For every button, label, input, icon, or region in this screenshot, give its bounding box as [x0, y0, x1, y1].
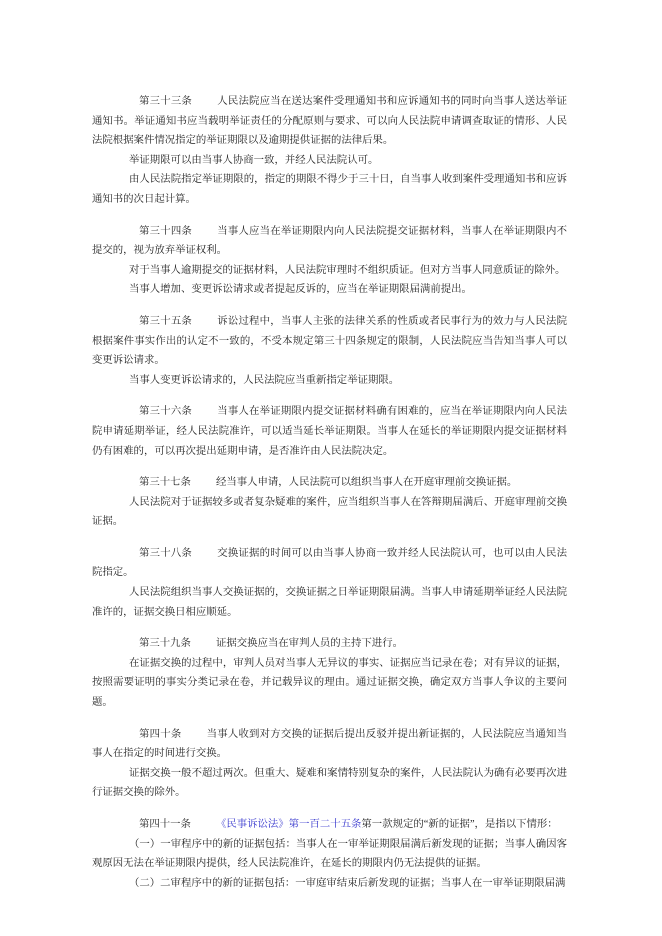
article-opening-text: 第一款规定的“新的证据”，是指以下情形：: [361, 819, 558, 830]
article-block: [92, 815, 567, 893]
article-paragraph: （一）一审程序中的新的证据包括：当事人在一审举证期限届满后新发现的证据；当事人确因客观原因无法在举证期限内提供，经人民法院准许，在延长的期限内仍无法提供的证据。: [92, 838, 567, 870]
document-body: [92, 92, 567, 893]
article-block: [92, 634, 567, 712]
article-block: [92, 92, 567, 210]
article-number: 第三十六条: [139, 406, 193, 418]
article-block: [92, 725, 567, 803]
article-number: 第四十一条: [139, 819, 191, 830]
article-paragraph: 由人民法院指定举证期限的，指定的期限不得少于三十日，自当事人收到案件受理通知书和应诉通知书的次日起计算。: [92, 174, 567, 205]
article-paragraph: （二）二审程序中的新的证据包括：一审庭审结束后新发现的证据；当事人在一审举证期限届满: [129, 877, 566, 889]
article-heading-paragraph: [92, 222, 567, 261]
article-heading-paragraph: [92, 473, 567, 493]
article-heading-paragraph: [92, 312, 567, 371]
article-paragraph: 人民法院组织当事人交换证据的，交换证据之日举证期限届满。当事人申请延期举证经人民法院准许的，证据交换日相应顺延。: [92, 587, 567, 618]
article-number: 第四十条: [139, 728, 182, 740]
article-heading-paragraph: [92, 725, 567, 764]
article-block: [92, 473, 567, 532]
article-block: [92, 402, 567, 461]
article-paragraph: 当事人增加、变更诉讼请求或者提起反诉的，应当在举证期限届满前提出。: [129, 284, 472, 296]
article-opening-text: 人民法院应当在送达案件受理通知书和应诉通知书的同时向当事人送达举证通知书。举证通知书应当载明举证责任的分配原则与要求、可以向人民法院申请调查取证的情形、人民法院根据案件情况指定的举证期限以及逾期提供证据的法律后果。: [92, 96, 568, 147]
article-block: [92, 222, 567, 300]
article-paragraph: 人民法院对于证据较多或者复杂疑难的案件，应当组织当事人在答辩期届满后、开庭审理前交换证据。: [92, 496, 567, 528]
article-paragraph: 当事人变更诉讼请求的，人民法院应当重新指定举证期限。: [129, 374, 400, 386]
article-number: 第三十三条: [139, 96, 193, 107]
article-opening-text: 诉讼过程中，当事人主张的法律关系的性质或者民事行为的效力与人民法院根据案件事实作出的认定不一致的，不受本规定第三十四条规定的限制，人民法院应当告知当事人可以变更诉讼请求。: [92, 315, 568, 367]
article-paragraph: 对于当事人逾期提交的证据材料，人民法院审理时不组织质证。但对方当事人同意质证的除外。: [129, 264, 566, 276]
article-opening-text: 证据交换应当在审判人员的主持下进行。: [215, 638, 403, 650]
article-opening-text: 当事人在举证期限内提交证据材料确有困难的，应当在举证期限内向人民法院申请延期举证，经人民法院准许，可以适当延长举证期限。当事人在延长的举证期限内提交证据材料仍有困难的，可以再次提出延期申请，是否准许由人民法院决定。: [92, 406, 568, 457]
article-heading-paragraph: [92, 544, 567, 583]
article-block: [92, 312, 567, 390]
article-paragraph: 证据交换一般不超过两次。但重大、疑难和案情特别复杂的案件，人民法院认为确有必要再次进行证据交换的除外。: [92, 767, 567, 799]
article-number: 第三十八条: [139, 547, 193, 559]
article-opening-text: 当事人收到对方交换的证据后提出反驳并提出新证据的，人民法院应当通知当事人在指定的时间进行交换。: [92, 728, 567, 760]
article-heading-paragraph: [92, 815, 567, 835]
article-opening-text: 当事人应当在举证期限内向人民法院提交证据材料，当事人在举证期限内不提交的，视为放弃举证权利。: [92, 225, 568, 257]
article-number: 第三十七条: [139, 477, 191, 489]
article-opening-text: 经当事人申请，人民法院可以组织当事人在开庭审理前交换证据。: [215, 477, 518, 489]
article-heading-paragraph: [92, 92, 567, 151]
article-block: [92, 544, 567, 622]
article-number: 第三十五条: [139, 315, 193, 327]
article-paragraph: 在证据交换的过程中，审判人员对当事人无异议的事实、证据应当记录在卷；对有异议的证据，按照需要证明的事实分类记录在卷，并记载异议的理由。通过证据交换，确定双方当事人争议的主要问题。: [92, 657, 567, 709]
article-heading-paragraph: [92, 402, 567, 461]
law-link[interactable]: 《民事诉讼法》第一百二十五条: [215, 819, 362, 830]
article-number: 第三十九条: [139, 638, 191, 650]
article-opening-text: 交换证据的时间可以由当事人协商一致并经人民法院认可，也可以由人民法院指定。: [92, 547, 568, 579]
article-heading-paragraph: [92, 634, 567, 654]
article-number: 第三十四条: [139, 225, 193, 237]
article-paragraph: 举证期限可以由当事人协商一致，并经人民法院认可。: [129, 154, 379, 166]
